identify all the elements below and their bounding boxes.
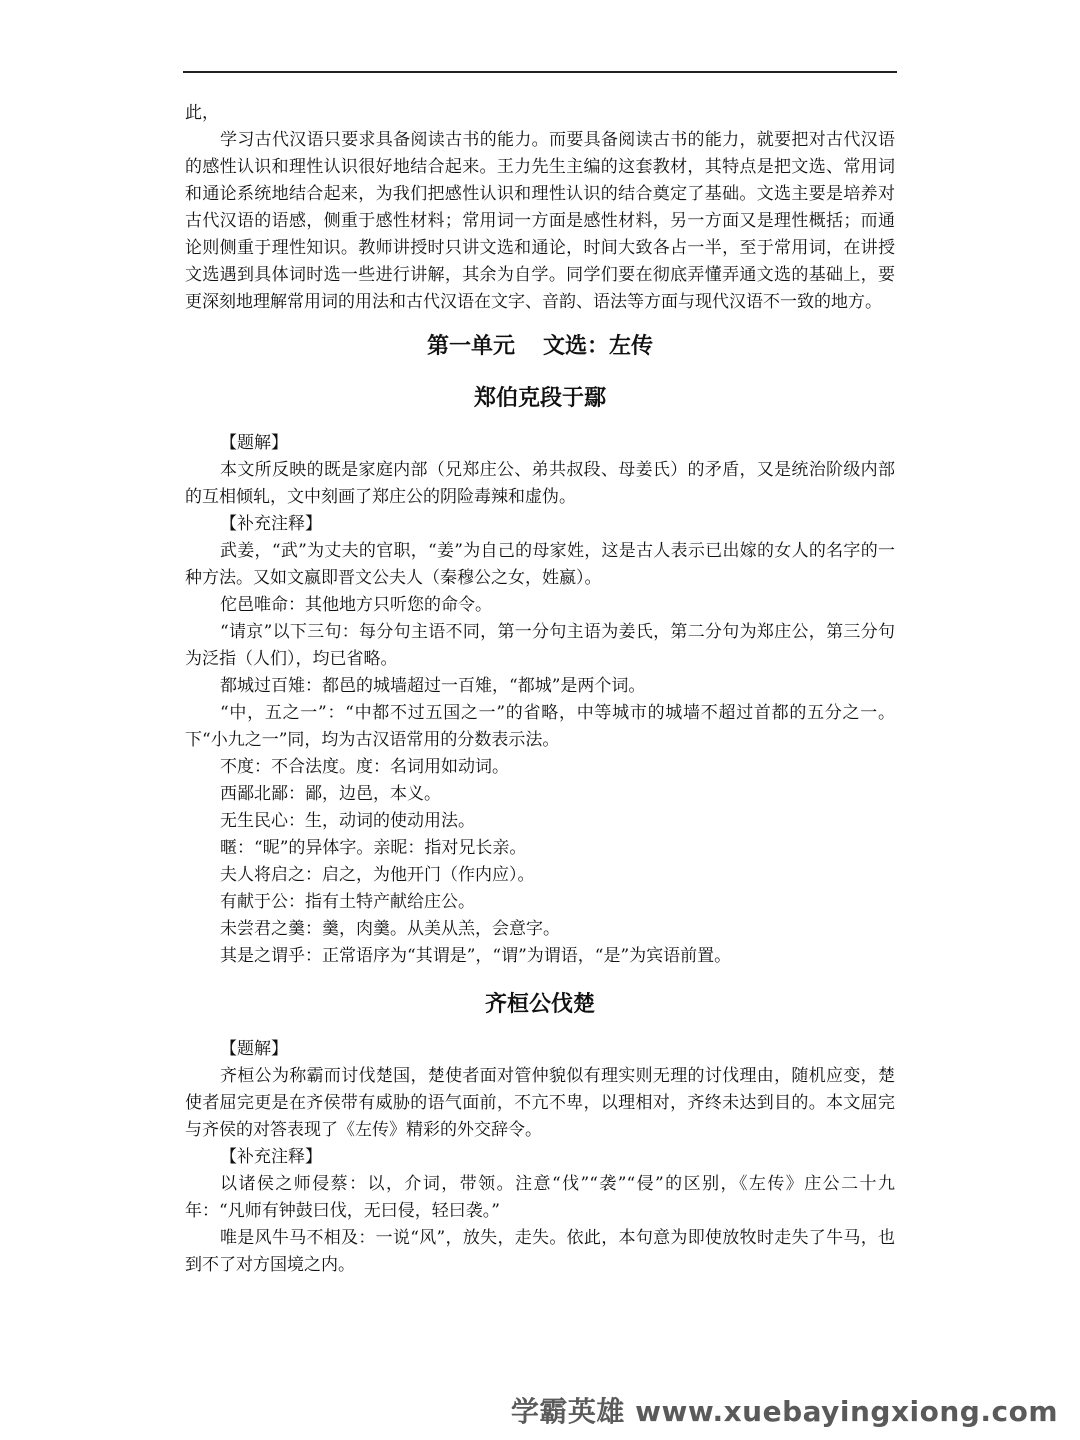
note-item: 有献于公：指有土特产献给庄公。 [220, 892, 475, 912]
article1-notes [185, 538, 895, 970]
note-item: 以诸侯之师侵蔡：以，介词，带领。注意“伐”“袭”“侵”的区别，《左传》庄公二十九年：“凡师有钟鼓曰伐，无曰侵，轻曰袭。” [185, 1174, 895, 1221]
note-item: 未尝君之羹：羹，肉羹。从美从羔，会意字。 [220, 919, 560, 939]
note-item: 不度：不合法度。度：名词用如动词。 [220, 757, 509, 777]
note-item: 武姜，“武”为丈夫的官职，“姜”为自己的母家姓，这是古人表示已出嫁的女人的名字的一种方法。又如文嬴即晋文公夫人（秦穆公之女，姓嬴）。 [185, 541, 895, 588]
article1-explanation-label: 【题解】 [220, 433, 288, 453]
note-item: “中，五之一”：“中都不过五国之一”的省略，中等城市的城墙不超过首都的五分之一。下“小九之一”同，均为古汉语常用的分数表示法。 [185, 703, 895, 750]
article2-notes [185, 1171, 895, 1279]
note-item: 暱：“昵”的异体字。亲昵：指对兄长亲。 [220, 838, 527, 858]
unit-title [185, 330, 895, 364]
header-rule [183, 71, 897, 73]
note-item: 西鄙北鄙：鄙，边邑，本义。 [220, 784, 441, 804]
article2-title: 齐桓公伐楚 [484, 992, 595, 1017]
article2-explanation-label: 【题解】 [220, 1039, 288, 1059]
note-item: “请京”以下三句：每分句主语不同，第一分句主语为姜氏，第二分句为郑庄公，第三分句为泛指（人们），均已省略。 [185, 622, 895, 669]
intro-fragment: 此， [185, 103, 219, 123]
article1-explanation: 本文所反映的既是家庭内部（兄郑庄公、弟共叔段、母姜氏）的矛盾，又是统治阶级内部的互相倾轧，文中刻画了郑庄公的阴险毒辣和虚伪。 [185, 460, 895, 507]
note-item: 都城过百雉：都邑的城墙超过一百雉，“都城”是两个词。 [220, 676, 646, 696]
note-item: 无生民心：生，动词的使动用法。 [220, 811, 475, 831]
watermark: 学霸英雄 www.xuebayingxiong.com [510, 1395, 1058, 1428]
note-item: 唯是风牛马不相及：一说“风”，放失，走失。依此，本句意为即使放牧时走失了牛马，也到不了对方国境之内。 [185, 1228, 895, 1275]
note-item: 其是之谓乎：正常语序为“其谓是”，“谓”为谓语，“是”为宾语前置。 [220, 946, 732, 966]
article2-explanation: 齐桓公为称霸而讨伐楚国，楚使者面对管仲貌似有理实则无理的讨伐理由，随机应变，楚使者屈完更是在齐侯带有威胁的语气面前，不亢不卑，以理相对，齐终未达到目的。本文屈完与齐侯的对答表现了《左传》精彩的外交辞令。 [185, 1066, 895, 1140]
note-item: 佗邑唯命：其他地方只听您的命令。 [220, 595, 492, 615]
unit-title-part1: 第一单元 [426, 334, 515, 359]
unit-title-part2: 文选：左传 [543, 334, 654, 359]
article1-title: 郑伯克段于鄢 [473, 386, 606, 411]
article2-notes-label: 【补充注释】 [220, 1147, 322, 1167]
article1-notes-label: 【补充注释】 [220, 514, 322, 534]
note-item: 夫人将启之：启之，为他开门（作内应）。 [220, 865, 535, 885]
intro-paragraph: 学习古代汉语只要求具备阅读古书的能力。而要具备阅读古书的能力，就要把对古代汉语的感性认识和理性认识很好地结合起来。王力先生主编的这套教材，其特点是把文选、常用词和通论系统地结合起来，为我们把感性认识和理性认识的结合奠定了基础。文选主要是培养对古代汉语的语感，侧重于感性材料；常用词一方面是感性材料，另一方面又是理性概括；而通论则侧重于理性知识。教师讲授时只讲文选和通论，时间大致各占一半，至于常用词，在讲授文选遇到具体词时选一些进行讲解，其余为自学。同学们要在彻底弄懂弄通文选的基础上，要更深刻地理解常用词的用法和古代汉语在文字、音韵、语法等方面与现代汉语不一致的地方。 [185, 130, 895, 312]
page-content [185, 100, 895, 1279]
